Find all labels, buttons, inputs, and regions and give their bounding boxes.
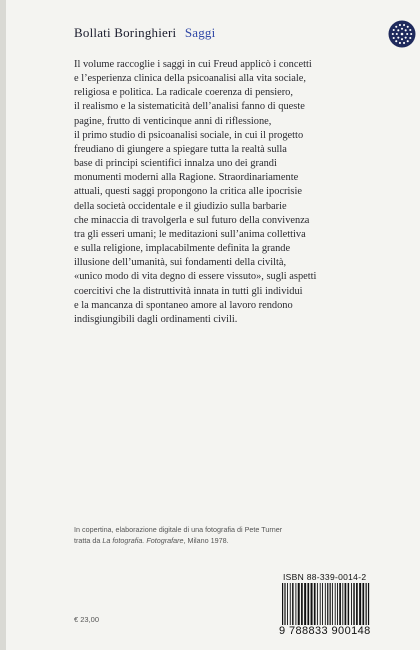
credits-suffix: , Milano 1978.: [183, 536, 229, 545]
price-label: € 23,00: [74, 615, 100, 624]
cover-credits: [74, 524, 394, 546]
series-name: Saggi: [184, 25, 216, 40]
page-edge: [0, 0, 6, 650]
isbn-label: ISBN 88-339-0014-2: [283, 572, 367, 582]
credits-prefix: tratta da: [74, 536, 103, 545]
publisher-star-seal-icon: [388, 20, 416, 48]
credits-book-title: La fotografia. Fotografare: [102, 536, 184, 545]
cover-header: [74, 25, 215, 41]
blurb-text: Il volume raccoglie i saggi in cui Freud applicò i concetti e l’esperienza clinica della psicoanalisi alla vita sociale, religiosa e politica. La radicale coerenza di pensiero, il realismo e la sistematicità dell’analisi fanno di queste pagine, frutto di venticinque anni di riflessione, il primo studio di psicoanalisi sociale, in cui il progetto freudiano di giungere a spiegare tutta la realtà sulla base di principi scientifici innalza uno dei grandi monumenti moderni alla Ragione. Straordinariamente attuali, questi saggi propongono la critica alle ipocrisie della società occidentale e il giudizio sulla barbarie che minaccia di travolgerla e sul futuro della convivenza tra gli esseri umani; le meditazioni sull’anima collettiva e sulla religione, implacabilmente definita la grande illusione dell’umanità, sui fondamenti della civiltà, «unico modo di vita degno di essere vissuto», sugli aspetti coercitivi che la distruttività innata in tutti gli individui e la mancanza di spontaneo amore al lavoro rendono indisgiungibili dagli ordinamenti civili.: [74, 59, 317, 325]
credits-line-1: In copertina, elaborazione digitale di una fotografia di Pete Turner: [74, 525, 283, 534]
publisher-name: Bollati Boringhieri: [74, 25, 177, 40]
credits-line-2: [74, 535, 394, 546]
barcode-digits: 9 788833 900148: [279, 625, 371, 637]
